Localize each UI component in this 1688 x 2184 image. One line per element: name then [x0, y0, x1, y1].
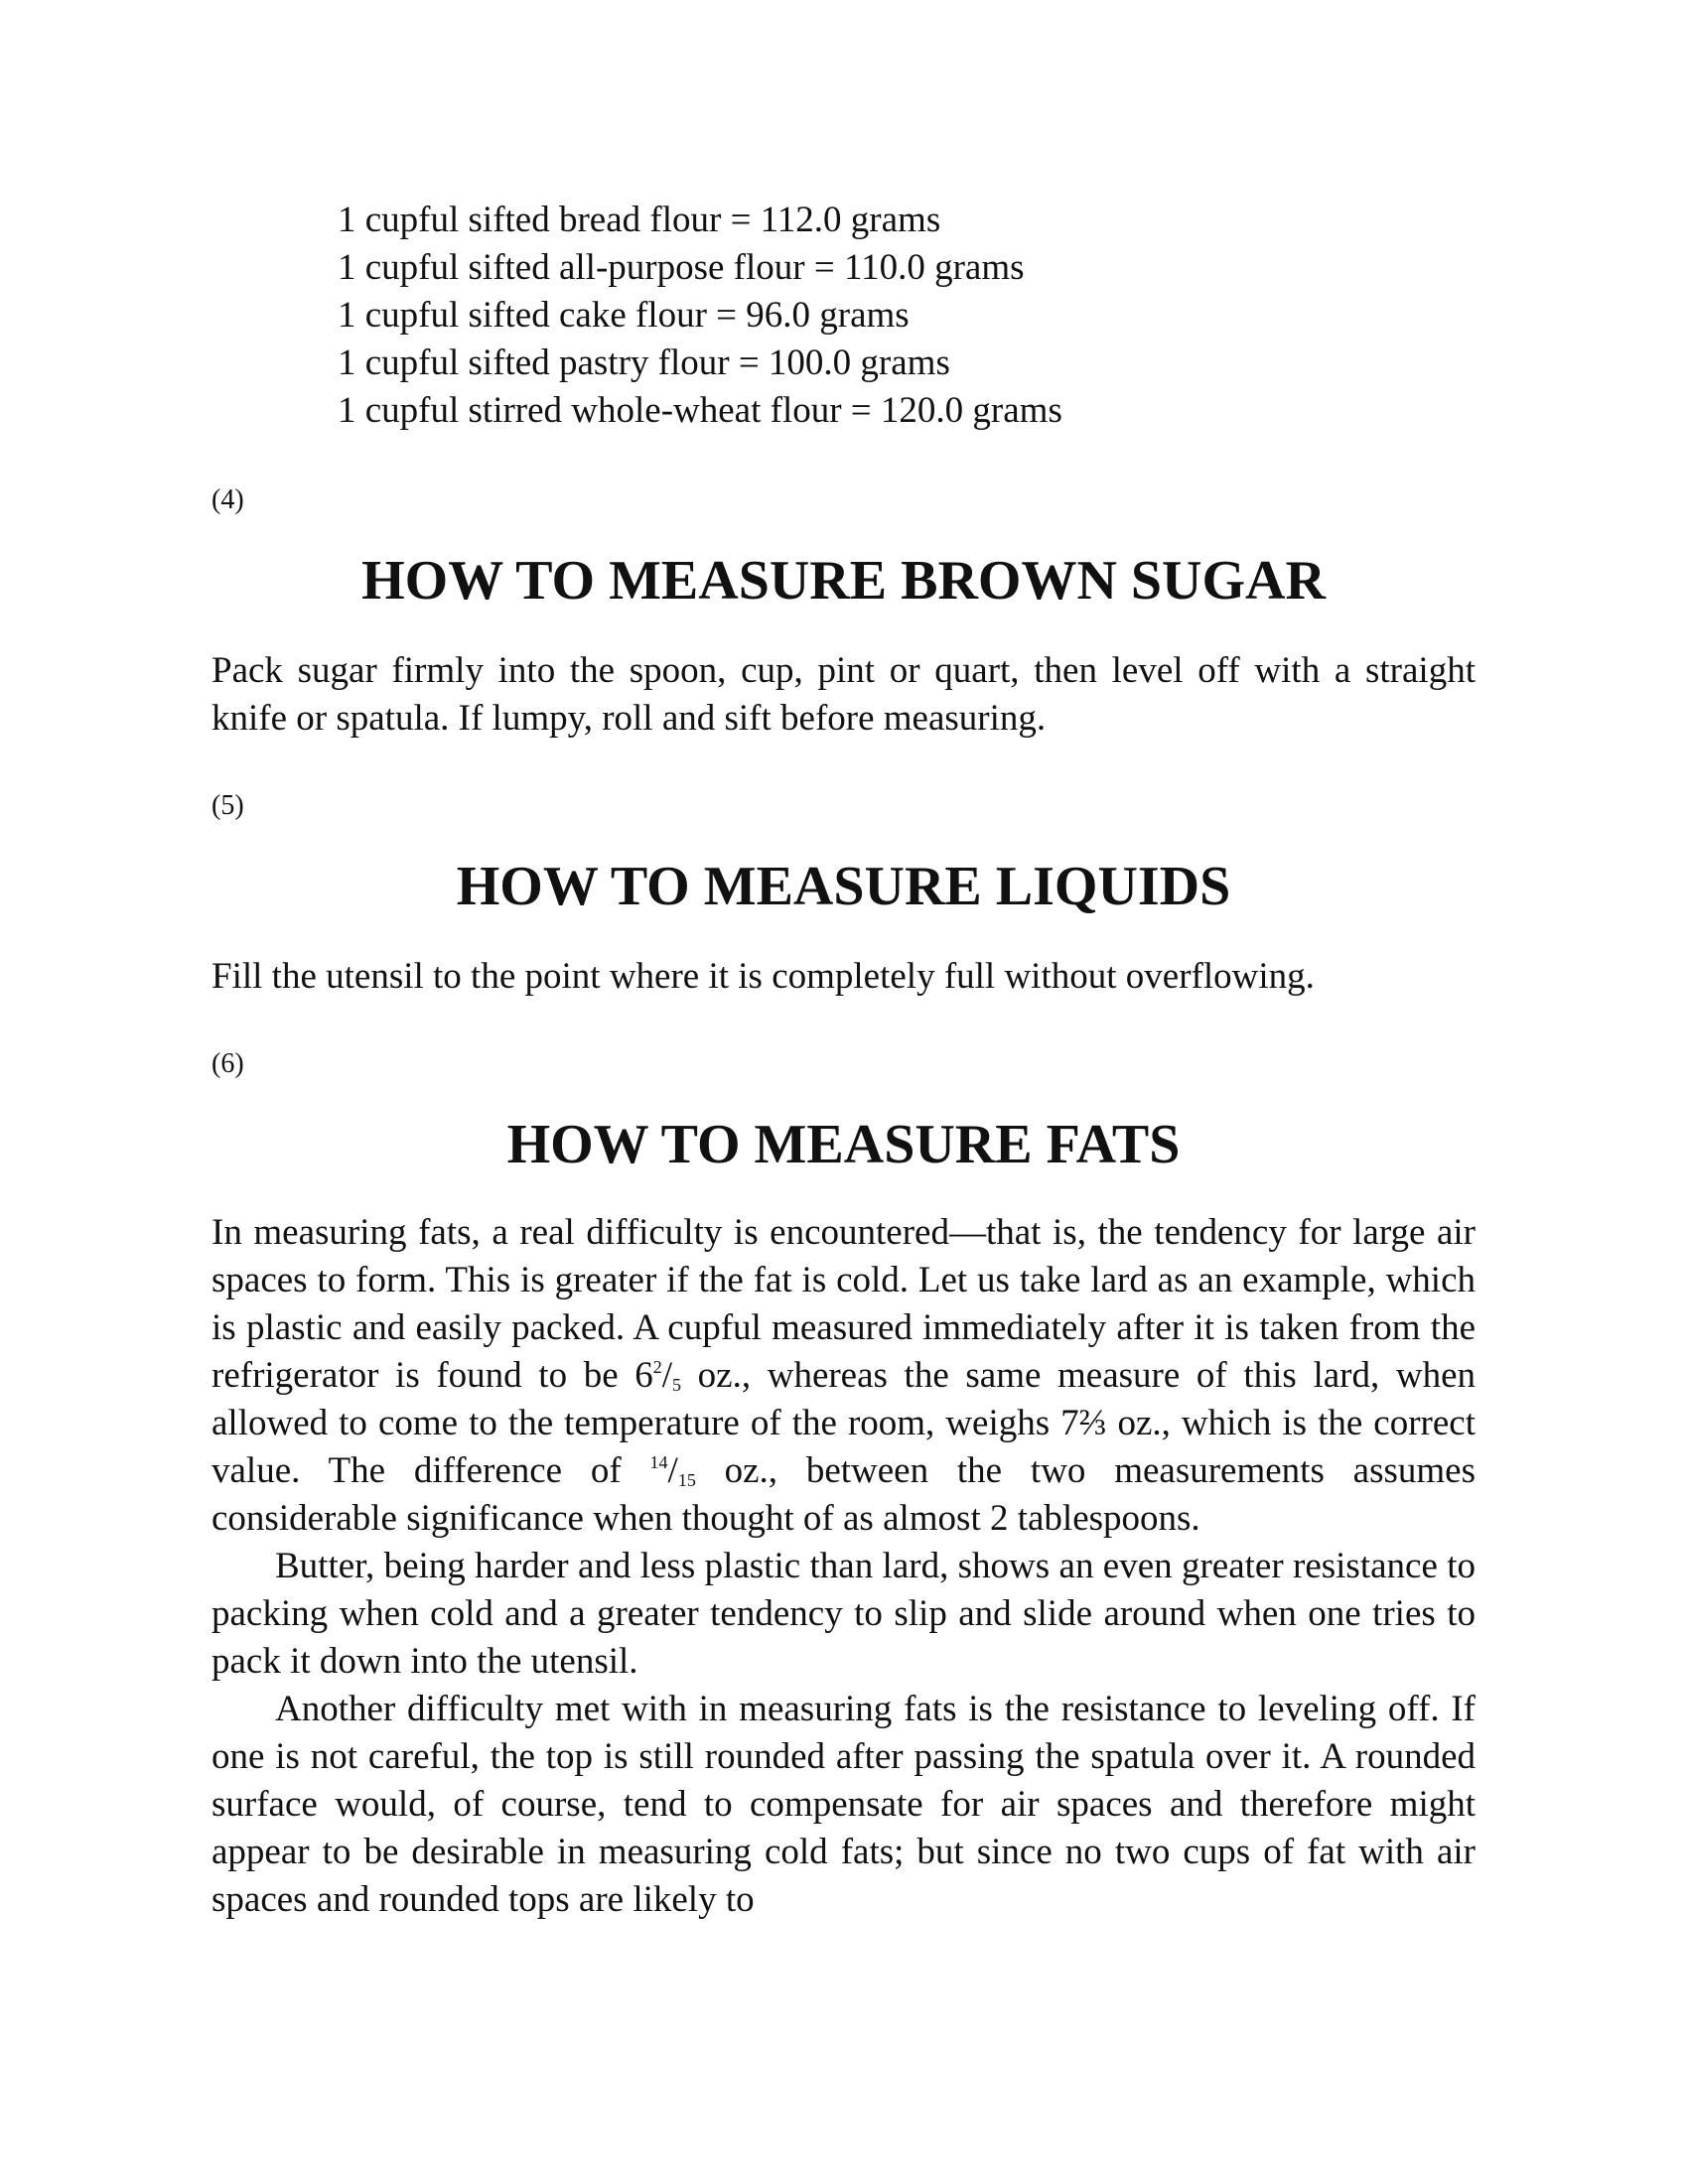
section-paragraph: Pack sugar firmly into the spoon, cup, pint or quart, then level off with a straight knife or spatula. If lumpy, roll and sift before measuring. — [211, 650, 1476, 739]
section-body — [211, 1209, 1476, 1924]
flour-weight-list — [338, 197, 1062, 435]
section-number: (5) — [211, 790, 244, 821]
list-item: 1 cupful sifted all-purpose flour = 110.0 grams — [338, 247, 1025, 288]
section-paragraph: In measuring fats, a real difficulty is encountered—that is, the tendency for large air spaces to form. This is greater if the fat is cold. Let us take lard as an example, which is plastic and easily packed. A cupful measured immediately after it is taken from the refrigerator is found to be $6^2/5$ oz., whereas the same measure of this lard, when allowed to come to the temperature of the room, weighs 7⅔ oz., which is the correct value. The difference of $^{14}$/15 oz., between the two measurements assumes considerable significance when thought of as almost 2 tablespoons. — [211, 1212, 1476, 1539]
list-item: 1 cupful stirred whole-wheat flour = 120.0 grams — [338, 390, 1062, 431]
section-number: (6) — [211, 1048, 244, 1079]
paragraph-text: oz., whereas the same measure of this lard, when allowed to come to the temperature of the room, weighs 7⅔ oz., which is the correct value. The difference of — [211, 1355, 1476, 1491]
fraction-denominator: 5 — [672, 1375, 682, 1395]
list-item: 1 cupful sifted cake flour = 96.0 grams — [338, 295, 910, 336]
section-paragraph: Butter, being harder and less plastic than lard, shows an even greater resistance to packing when cold and a greater tendency to slip and slide around when one tries to pack it down into the utensil. — [211, 1546, 1476, 1682]
section-number: (4) — [211, 484, 244, 515]
section-heading: HOW TO MEASURE LIQUIDS — [456, 856, 1231, 917]
fraction-numerator: 14 — [649, 1452, 668, 1472]
list-item: 1 cupful sifted bread flour = 112.0 grams — [338, 200, 941, 240]
paragraph-text: oz., between the two measurements assumes considerable significance when thought of as almost 2 tablespoons. — [211, 1450, 1476, 1539]
fraction-numerator: 2 — [652, 1357, 662, 1377]
section-paragraph: Another difficulty met with in measuring fats is the resistance to leveling off. If one is not careful, the top is still rounded after passing the spatula over it. A rounded surface would, of course, tend to compensate for air spaces and therefore might appear to be desirable in measuring cold fats; but since no two cups of fat with air spaces and rounded tops are likely to — [211, 1689, 1476, 1920]
paragraph-text: In measuring fats, a real difficulty is encountered—that is, the tendency for large air spaces to form. This is greater if the fat is cold. Let us take lard as an example, which is plastic and easily packed. A cupful measured immediately after it is taken from the refrigerator is found to be 6 — [211, 1212, 1476, 1396]
section-paragraph: Fill the utensil to the point where it is completely full without overflowing. — [211, 956, 1315, 997]
fraction-denominator: 15 — [677, 1470, 696, 1490]
section-heading: HOW TO MEASURE FATS — [506, 1114, 1181, 1175]
list-item: 1 cupful sifted pastry flour = 100.0 grams — [338, 342, 950, 383]
section-heading: HOW TO MEASURE BROWN SUGAR — [361, 550, 1326, 612]
